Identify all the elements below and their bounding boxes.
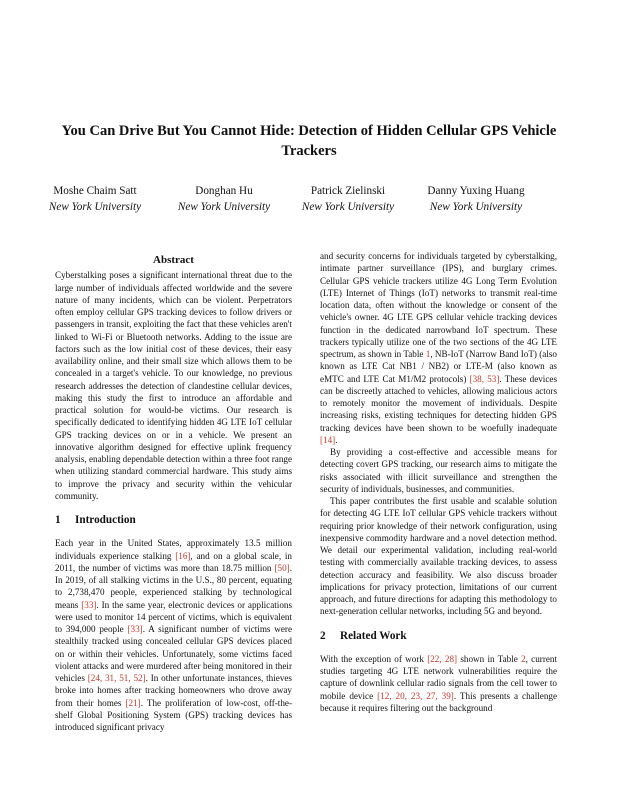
author-affiliation: New York University — [301, 201, 395, 213]
section-title: Introduction — [75, 514, 136, 526]
section-number: 1 — [55, 514, 61, 526]
intro-paragraph-2 — [320, 250, 557, 446]
section-heading-introduction — [55, 514, 292, 526]
citation-link[interactable]: [22, 28] — [427, 653, 458, 664]
text-run: and security concerns for individuals targeted by cyberstalking, intimate partner surveillance (IPS), and burglary crimes. Cellular GPS vehicle trackers utilize 4G Long Term Evolution (LTE) Internet of Things (IoT) networks to transmit real-time location data, often without the knowledge or consent of the vehicle's owner. 4G LTE GPS cellular vehicle tracking devices function in the dedicated narrowband IoT spectrum. These trackers typically utilize one of the two sections of the 4G LTE spectrum, as shown in Table — [320, 251, 557, 359]
author-2 — [159, 183, 289, 215]
text-run: . In 2019, of all stalking victims in the U.S., 80 percent, equating to 2,738,470 people, experienced stalking by technological means — [55, 562, 292, 610]
author-name: Patrick Zielinski — [310, 185, 386, 197]
citation-link[interactable]: [24, 31, 51, 52] — [87, 673, 146, 683]
intro-paragraph-4: This paper contributes the first usable and scalable solution for detecting 4G LTE IoT cellular GPS vehicle trackers without requiring prior knowledge of their network configuration, using inexpensive commodity hardware and a novel detection method. We detail our experimental validation, including real-world testing with commercially available tracking devices, to assess detection accuracy and feasibility. We also discuss broader implications for privacy protection, limitations of our current approach, and future directions for adapting this methodology to next-generation cellular networks, including 5G and beyond. — [320, 496, 557, 617]
author-4 — [411, 183, 541, 215]
author-affiliation: New York University — [48, 201, 142, 213]
section-number: 2 — [320, 629, 326, 642]
text-run: , NB-IoT (Narrow Band IoT) (also known as LTE Cat NB1 / NB2) or LTE-M (also known as eMTC and LTE Cat M1/M2 protocols) — [320, 349, 557, 384]
text-run: . A significant number of victims were stealthily tracked using concealed cellular GPS devices placed on or within their vehicles. Unfortunately, some victims faced violent attacks and were murdered after being monitored in their vehicles — [55, 624, 292, 683]
intro-paragraph-1 — [55, 537, 292, 733]
abstract-heading: Abstract — [153, 254, 194, 266]
text-run: . In other unfortunate instances, thieves broke into homes after tracking homeowners who drove away from their homes — [55, 673, 292, 708]
author-affiliation: New York University — [177, 201, 271, 213]
citation-link[interactable]: [14] — [320, 434, 336, 445]
table-ref-link[interactable]: 1 — [425, 349, 431, 359]
author-affiliation: New York University — [429, 201, 523, 213]
citation-link[interactable]: [21] — [125, 697, 141, 708]
citation-link[interactable]: [38, 53] — [469, 373, 500, 384]
abstract-text: Cyberstalking poses a significant international threat due to the large number of individuals affected worldwide and the severe nature of many incidents, which can be violent. Perpetrators often employ cellular GPS tracking devices to follow drivers or passengers in transit, exploiting the fact that these vehicles aren't linked to Wi-Fi or Bluetooth networks. Adding to the issue are factors such as the low initial cost of these devices, their easy availability online, and their small size which allows them to be concealed in a target's vehicle. To our knowledge, no previous research addresses the detection of clandestine cellular devices, making this study the first to introduce an affordable and practical solution for would-be victims. Our research is specifically dedicated to identifying hidden 4G LTE IoT cellular GPS tracking devices on or in a vehicle. We present an innovative algorithm designed for effective uplink frequency analysis, enabling dependable detection within a three foot range when utilizing standard commercial hardware. This study aims to improve the privacy and security within the vehicular community. — [55, 270, 292, 501]
table-ref-link[interactable]: 2 — [521, 653, 526, 664]
text-run: . This presents a challenge because it requires filtering out the background — [320, 690, 557, 713]
text-run: , current studies targeting 4G LTE network vulnerabilities require the capture of downlink cellular radio signals from the cell tower to mobile device — [320, 653, 558, 701]
author-name: Moshe Chaim Satt — [53, 185, 137, 197]
author-name: Donghan Hu — [195, 185, 253, 197]
author-1 — [30, 183, 160, 215]
text-run: , and on a global scale, in 2011, the number of victims was more than 18.75 million — [55, 550, 292, 573]
text-run: . — [335, 434, 338, 445]
text-run: . These devices can be discreetly attached to vehicles, allowing malicious actors to remotely monitor the movement of individuals. Despite increasing risks, existing techniques for detecting hidden GPS tracking devices have been shown to be woefully inadequate — [320, 373, 557, 433]
citation-link[interactable]: [33] — [81, 599, 97, 610]
author-name: Danny Yuxing Huang — [427, 185, 525, 197]
citation-link[interactable]: [12, 20, 23, 27, 39] — [377, 690, 454, 701]
right-column — [320, 250, 557, 714]
text-run: With the exception of work — [320, 653, 428, 664]
section-title: Related Work — [340, 629, 407, 642]
left-column — [55, 250, 292, 733]
text-run: . In the same year, electronic devices or applications were used to monitor 14 percent of victims, which is equivalent to 394,000 people — [55, 599, 293, 634]
related-work-paragraph-1 — [320, 653, 557, 714]
citation-link[interactable]: [33] — [127, 624, 143, 634]
text-run: . The proliferation of low-cost, off-the-shelf Global Positioning System (GPS) tracking devices has introduced significant privacy — [55, 697, 292, 732]
paper-title: You Can Drive But You Cannot Hide: Detection of Hidden Cellular GPS Vehicle Trackers — [61, 123, 557, 159]
citation-link[interactable]: [50] — [274, 562, 290, 573]
text-run: Each year in the United States, approximately 13.5 million individuals experience stalking — [55, 538, 292, 561]
intro-paragraph-3: By providing a cost-effective and accessible means for detecting covert GPS tracking, our research aims to mitigate the risks associated with illicit surveillance and strengthen the security of individuals, businesses, and communities. — [320, 447, 557, 494]
citation-link[interactable]: [16] — [175, 550, 191, 561]
author-3 — [283, 183, 413, 215]
section-heading-related-work — [320, 630, 557, 642]
text-run: shown in Table — [457, 653, 522, 664]
